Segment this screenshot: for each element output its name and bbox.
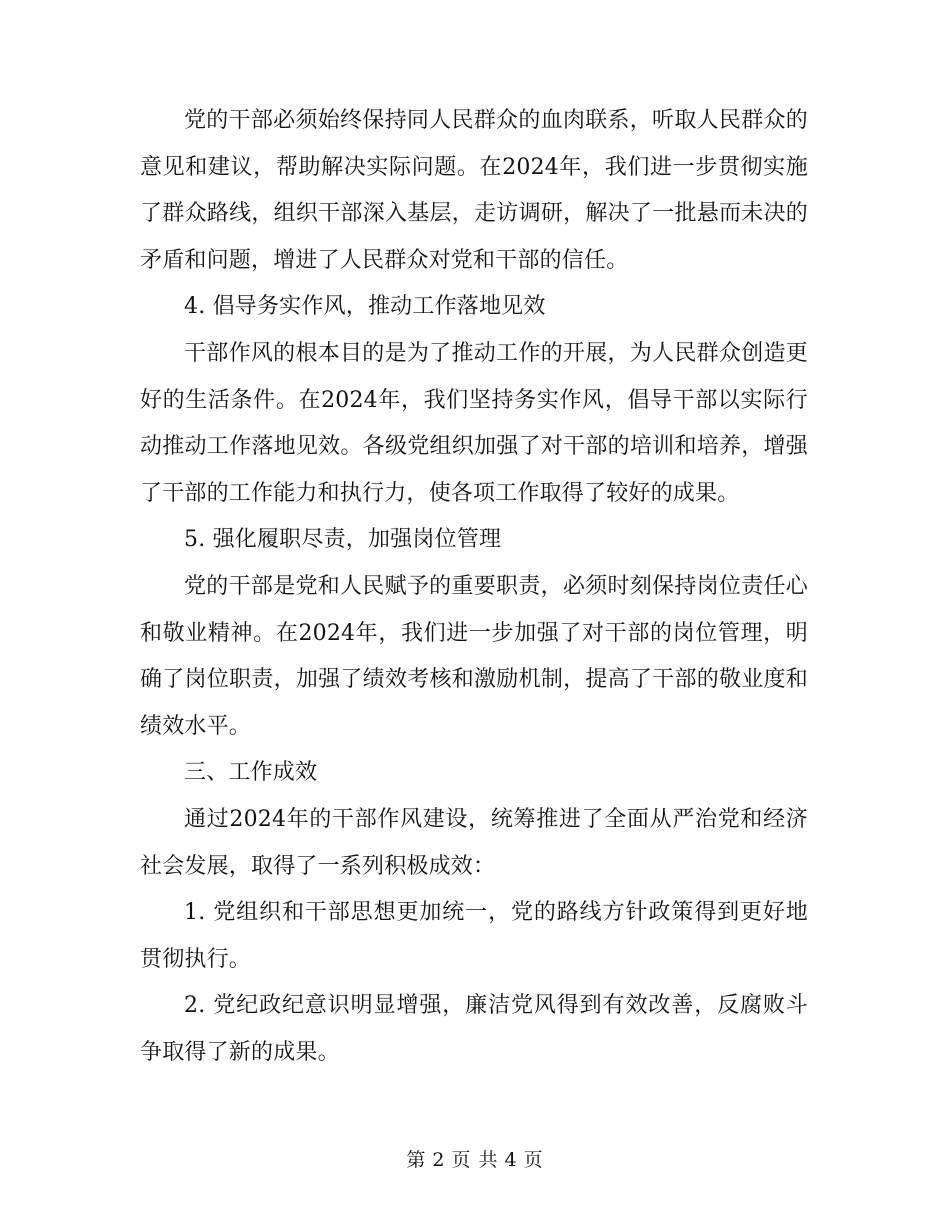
paragraph-duty-management: 党的干部是党和人民赋予的重要职责，必须时刻保持岗位责任心和敬业精神。在2024年，我们进一步加强了对干部的岗位管理，明确了岗位职责，加强了绩效考核和激励机制，提高了干部的敬业度和绩效水平。 xyxy=(140,573,808,739)
footer-middle: 页 共 xyxy=(451,1149,499,1171)
heading-duty-management: 5. 强化履职尽责，加强岗位管理 xyxy=(184,527,502,553)
footer-prefix: 第 xyxy=(406,1149,427,1171)
paragraph-mass-line: 党的干部必须始终保持同人民群众的血肉联系，听取人民群众的意见和建议，帮助解决实际问题。在2024年，我们进一步贯彻实施了群众路线，组织干部深入基层，走访调研，解决了一批悬而未决的矛盾和问题，增进了人民群众对党和干部的信任。 xyxy=(140,108,808,273)
list-item-result-2: 2. 党纪政纪意识明显增强，廉洁党风得到有效改善，反腐败斗争取得了新的成果。 xyxy=(140,993,808,1065)
footer-total-pages: 4 xyxy=(504,1149,518,1171)
paragraph-results-intro: 通过2024年的干部作风建设，统筹推进了全面从严治党和经济社会发展，取得了一系列积极成效： xyxy=(140,806,808,879)
heading-practical-style: 4. 倡导务实作风，推动工作落地见效 xyxy=(184,294,546,320)
footer-suffix: 页 xyxy=(523,1149,544,1171)
paragraph-practical-style: 干部作风的根本目的是为了推动工作的开展，为人民群众创造更好的生活条件。在2024年，我们坚持务实作风，倡导干部以实际行动推动工作落地见效。各级党组织加强了对干部的培训和培养，增强了干部的工作能力和执行力，使各项工作取得了较好的成果。 xyxy=(140,340,808,506)
list-item-result-1: 1. 党组织和干部思想更加统一，党的路线方针政策得到更好地贯彻执行。 xyxy=(140,900,808,972)
section-heading-results: 三、工作成效 xyxy=(184,760,318,786)
page-footer xyxy=(0,1148,950,1172)
document-body xyxy=(140,98,808,1076)
footer-page-number: 2 xyxy=(432,1149,446,1171)
